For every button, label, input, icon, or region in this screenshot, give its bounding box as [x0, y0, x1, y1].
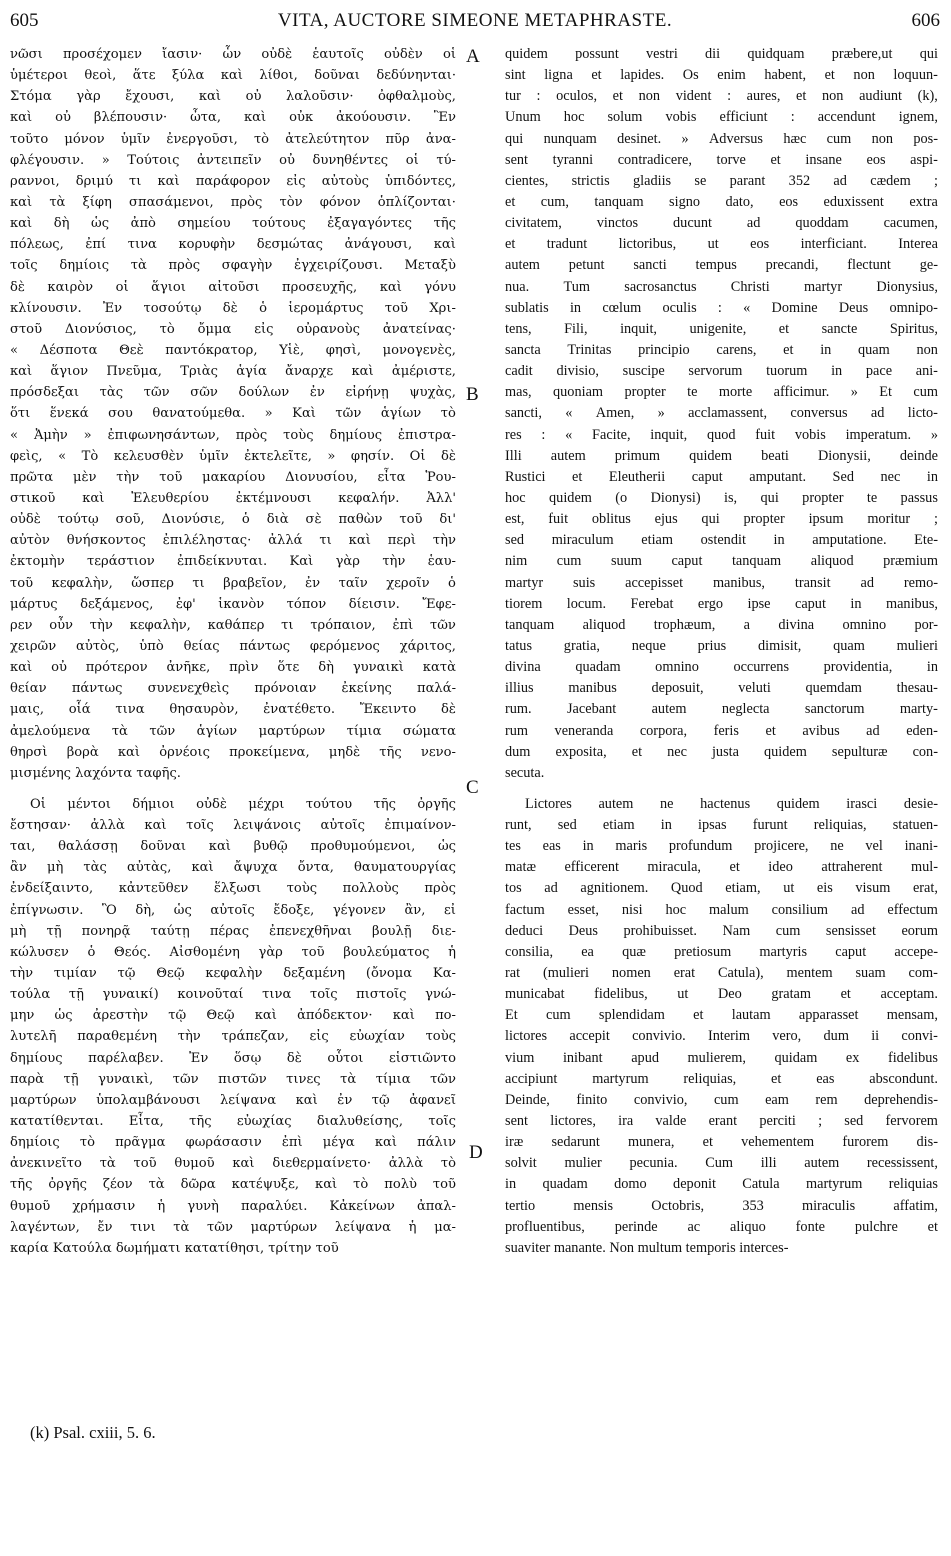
page-header — [10, 10, 940, 36]
text-line: est, fuit oblitus ejus qui propter ipsum moritur ; — [505, 511, 938, 528]
margin-letter-d: D — [469, 1142, 483, 1163]
text-line: μαρτύρων ὑπολαμβάνουσι λείψανα καὶ ἐν τῷ ἀφανεῖ — [10, 1092, 456, 1108]
text-line: λυτελῆ παραθεμένη τὴν τράπεζαν, εἰς εὐωχίαν τοὺς — [10, 1029, 456, 1045]
text-line: Deinde, finito convivio, cum eam rem deprehendis- — [505, 1091, 938, 1108]
text-line: καὶ οὐ βλέπουσιν· ὦτα, καὶ οὐκ ἀκούουσιν. Ἓν — [10, 110, 456, 126]
greek-text-column — [10, 44, 456, 1259]
text-line: Οἱ μέντοι δήμιοι οὐδὲ μέχρι τούτου τῆς ὀργῆς — [30, 796, 456, 812]
text-line: φεὶς, « Τὸ κελευσθὲν ὑμῖν ἐκτελεῖτε, » φησίν. Οἱ δὲ — [10, 448, 456, 464]
text-line: θηρσὶ βορὰ καὶ ὀρνέοις προκείμενα, μηδὲ τῆς νενο- — [10, 744, 456, 760]
text-line: deduci Deus prohibuisset. Nam cum sensisset eorum — [505, 922, 938, 939]
text-line: καρία Κατούλα δωμήματι κατατίθησι, τρίτην τοῦ — [10, 1240, 339, 1256]
text-line: ἔστησαν· ἀλλὰ καὶ τοῖς λειψάνοις αὐτοῖς ἐπιμαίνον- — [10, 818, 456, 834]
margin-letter-b: B — [466, 384, 479, 405]
text-line: ὅτι ἕνεκά σου θανατούμεθα. » Καὶ τῶν ἁγίων τὸ — [10, 406, 456, 422]
text-line: ἐκτομὴν τεράστιον ἐπιδείκνυται. Καὶ γὰρ τὴν ἑαυ- — [10, 554, 456, 570]
text-line: μὴ τῇ πονηρᾷ ταύτῃ πέρας ἐπενεχθῆναι βουλῇ διε- — [10, 923, 456, 939]
text-line: ρεν οὖν τὴν κεφαλὴν, καθάπερ τι τρόπαιον, ἐπὶ τῶν — [10, 617, 456, 633]
text-line: solvit mulier pecunia. Cum illi autem recessissent, — [505, 1155, 938, 1172]
paragraph-gap — [505, 784, 938, 794]
text-line: tos ad agnitionem. Quod etiam, ut eis visum erat, — [505, 880, 938, 897]
text-line: divina quadam omnino occurrens providentia, in — [505, 659, 938, 676]
text-line: sent tyranni contradicere, torve et insane eos aspi- — [505, 151, 938, 168]
text-line: secuta. — [505, 764, 545, 781]
text-line: tiorem locum. Ferebat ergo ipse caput in manibus, — [505, 595, 938, 612]
text-line: sed miraculum etiam ostendit in amputatione. Ete- — [505, 532, 938, 549]
text-line: et cum, tanquam signo dato, eos eduxissent extra — [505, 193, 938, 210]
text-line: accipiunt martyrum reliquias, et eas abscondunt. — [505, 1070, 938, 1087]
margin-letter-a: A — [466, 46, 480, 67]
running-title: VITA, AUCTORE SIMEONE METAPHRASTE. — [277, 10, 673, 31]
text-line: τὴν τιμίαν τῷ Θεῷ κεφαλὴν δεξαμένη (ὄνομα Κα- — [10, 966, 456, 982]
page-number-right: 606 — [911, 10, 940, 31]
text-line: μην ὡς ἀρεστὴν τῷ Θεῷ καὶ ἀπόδεκτον· καὶ πο- — [10, 1008, 456, 1024]
text-line: nim cum suum caput tanquam aliquod præmium — [505, 553, 938, 570]
text-line: sublatis in cœlum oculis : « Domine Deus omnipo- — [505, 299, 938, 316]
text-line: ὑμέτεροι θεοὶ, ἅτε ξύλα καὶ λίθοι, δοῦναι δεδύνηνται· — [10, 68, 456, 84]
text-line: iræ sedarunt munera, et vehementem furorem dis- — [505, 1134, 938, 1151]
text-line: illius manibus deposuit, veluti quemdam thesau- — [505, 680, 938, 697]
text-line: tatus gratia, neque prius dimisit, quam mulieri — [505, 637, 938, 654]
text-line: οὐδὲ τούτῳ σοῦ, Διονύσιε, ὁ διὰ σὲ παθὼν τοῦ δι' — [10, 512, 456, 528]
text-line: quidem possunt vestri dii quidquam præbere,ut qui — [505, 46, 938, 62]
text-line: tes eas in maris profundum projicere, ne vel inani- — [505, 838, 938, 855]
text-line: χειρῶν αὐτὸς, ὑπὸ θείας πάντως φερόμενος χάριτος, — [10, 638, 456, 654]
text-line: καὶ οὐ πρότερον ἀνῆκε, πρὶν ὅτε δὴ γυναικὶ κατὰ — [10, 660, 456, 676]
text-line: μισμένης λαχόντα ταφῆς. — [10, 765, 181, 781]
text-line: ραννοι, δριμύ τι καὶ παράφορον εἰς αὐτοὺς ὑπιδόντες, — [10, 173, 456, 189]
page-number-left: 605 — [10, 10, 39, 31]
text-line: ἀνεκινεῖτο τὰ τοῦ θυμοῦ καὶ διεθερμαίνετο· ἀλλὰ τὸ — [10, 1156, 456, 1172]
text-line: rum. Jacebant autem neglecta sanctorum marty- — [505, 701, 938, 718]
footnote: (k) Psal. cxiii, 5. 6. — [30, 1423, 156, 1442]
text-line: θείαν πάντως συνενεχθεὶς πρόνοιαν ἐκείνης παλά- — [10, 681, 456, 697]
text-line: κώλυσεν ὁ Θεός. Αἰσθομένη γὰρ τοῦ βουλεύματος ἡ — [10, 944, 456, 960]
text-line: res : « Facite, inquit, quod fuit vobis imperatum. » — [505, 426, 938, 443]
margin-letter-c: C — [466, 777, 479, 798]
text-line: cientes, strictis gladiis se parant 352 ad cædem ; — [505, 172, 938, 189]
text-line: καὶ δὴ ὡς ἀπὸ σημείου τούτους ἐξαγαγόντες τῆς — [10, 216, 456, 232]
text-line: « Ἀμὴν » ἐπιφωνησάντων, πρὸς τοὺς δημίους ἐπιστρα- — [10, 427, 456, 443]
text-line: cadit divisio, suscipe servorum tuorum in pace ani- — [505, 363, 938, 380]
text-line: in quadam domo deponit Catula martyrum reliquias — [505, 1176, 938, 1193]
text-line: στοῦ Διονύσιος, τὸ ὄμμα εἰς οὐρανοὺς ἀνατείνας· — [10, 321, 456, 337]
text-line: καὶ ἅγιον Πνεῦμα, Τριὰς ἁγία ἄναρχε καὶ ἀμέριστε, — [10, 364, 456, 380]
text-line: ἐπίγνωσιν. Ὃ δὴ, ὡς αὐτοῖς ἔδοξε, γέγονεν ἂν, εἰ — [10, 902, 456, 918]
text-line: δημίοις τὸ πρᾶγμα φωράσασιν ἐπὶ μέγα καὶ πάλιν — [10, 1135, 456, 1151]
text-line: κλίνουσιν. Ἐν τοσούτῳ δὲ ὁ ἱερομάρτυς τοῦ Χρι- — [10, 300, 456, 316]
text-line: tur : oculos, et non vident : aures, et non audiunt (k), — [505, 88, 938, 105]
text-line: tanquam aliquod trophæum, a divina omnino por- — [505, 616, 938, 633]
text-line: consilia, ea quæ pretiosum martyris caput accepe- — [505, 943, 938, 960]
latin-text-column — [505, 44, 938, 1259]
text-line: tertio mensis Octobris, 353 miraculis affatim, — [505, 1197, 938, 1214]
text-line: θυμοῦ χρήμασιν ἡ γυνὴ παραλύει. Κἀκείνων ἀπαλ- — [10, 1198, 456, 1214]
text-line: sancti, « Amen, » acclamassent, conversus ad licto- — [505, 405, 938, 422]
text-line: civitatem, vinctos ducunt ad quoddam cacumen, — [505, 215, 938, 232]
text-line: runt, sed etiam in ipsas furunt reliquias, statuen- — [505, 817, 938, 834]
text-line: tens, Fili, inquit, unigenite, et sancte Spiritus, — [505, 320, 938, 337]
text-line: πρῶτα μὲν τὴν τοῦ μακαρίου Διονυσίου, εἶτα Ῥου- — [10, 469, 456, 485]
paragraph-gap — [10, 784, 456, 794]
text-line: Illi autem primum quidem beati Dionysii, deinde — [505, 447, 938, 464]
text-line: qui nunquam desinet. » Adversus hæc cum non pos- — [505, 130, 938, 147]
text-line: δημίους παρέλαβεν. Ἐν ὅσῳ δὲ οὗτοι εἱστιῶντο — [10, 1050, 456, 1066]
text-line: ἀμελούμενα τὰ τῶν ἁγίων μαρτύρων τίμια σώματα — [10, 723, 456, 739]
text-line: Rustici et Eleutherii caput amputant. Sed nec in — [505, 468, 938, 485]
text-line: mas, quoniam propter te morte afficimur. » Et cum — [505, 384, 938, 401]
text-line: martyr suis accepisset manibus, transit ad remo- — [505, 574, 938, 591]
text-line: ἐνδείξαιντο, κἀντεῦθεν ἕλξωσι τοὺς πολλοὺς πρὸς — [10, 881, 456, 897]
text-line: μάρτυς δεξάμενος, ἐφ' ἱκανὸν τόπον δίεισιν. Ἔφε- — [10, 596, 456, 612]
text-line: τοῖς δημίοις τὰ πρὸς σφαγὴν ἐγχειρίζουσι. Μεταξὺ — [10, 258, 456, 274]
text-line: τοῦ κεφαλὴν, ὥσπερ τι βραβεῖον, ἐν ταῖν χεροῖν ὁ — [10, 575, 456, 591]
text-line: λαγέντων, ἔν τινι τὰ τῶν μαρτύρων λείψανα ἡ μα- — [10, 1219, 456, 1235]
text-line: municabat fidelibus, ut Deo gratam et acceptam. — [505, 986, 938, 1003]
text-line: rat (mulieri nomen erat Catula), mentem suam com- — [505, 965, 938, 982]
text-line: « Δέσποτα Θεὲ παντόκρατορ, Υἱὲ, φησὶ, μονογενὲς, — [10, 342, 456, 358]
text-line: πόλεως, ἐπί τινα κορυφὴν δεσμώτας ἀνάγουσι, καὶ — [10, 237, 456, 253]
text-line: κατατίθενται. Εἶτα, τῆς εὐωχίας διαλυθείσης, τοῖς — [10, 1114, 456, 1130]
text-line: Lictores autem ne hactenus quidem irasci desie- — [525, 795, 938, 812]
text-line: dum exposita, et nec justa quidem sepulturæ con- — [505, 743, 938, 760]
text-line: πρόσδεξαι τὰς τῶν σῶν δούλων ἐν εἰρήνῃ ψυχὰς, — [10, 385, 456, 401]
text-line: Unum hoc solum vobis efficiunt : accendunt ignem, — [505, 109, 938, 126]
text-line: autem petunt sancti tempus precandi, flectunt ge- — [505, 257, 938, 274]
text-line: τῆς ὀργῆς ζέον τὰ δῶρα κατέψυξε, καὶ τὸ πολὺ τοῦ — [10, 1177, 456, 1193]
text-line: αὐτὸν θνήσκοντος ἐπιλέληστας· ἀλλά τι καὶ περὶ τὴν — [10, 533, 456, 549]
text-line: παρὰ τῇ γυναικὶ, τῶν πιστῶν τινες τὰ τίμια τῶν — [10, 1071, 456, 1087]
text-line: μαις, οἷά τινα θησαυρὸν, ἐνατέθετο. Ἔκειντο δὲ — [10, 702, 456, 718]
text-line: ἂν μὴ τὰς αὐτὰς, καὶ ἄψυχα ὄντα, θαυματουργίας — [10, 860, 456, 876]
text-line: hoc quidem (o Dionysi) is, qui propter te passus — [505, 489, 938, 506]
text-line: δὲ καιρὸν οἱ ἅγιοι αἰτοῦσι προσευχῆς, καὶ γόνυ — [10, 279, 456, 295]
text-line: τοῦτο μόνον ὑμῖν ἐνεργοῦσι, τὸ ἀτελεύτητον πῦρ ἀνα- — [10, 131, 456, 147]
text-line: sancta Trinitas principio carens, et in quam non — [505, 341, 938, 358]
text-line: καὶ τὰ ξίφη σπασάμενοι, πρὸς τὸν φόνον ὁπλίζονται· — [10, 194, 456, 210]
text-line: φλέγουσιν. » Τούτοις ἀντειπεῖν οὐ δυνηθέντες οἱ τύ- — [10, 152, 456, 168]
text-line: Στόμα γὰρ ἔχουσι, καὶ οὐ λαλοῦσιν· ὀφθαλμοὺς, — [10, 89, 456, 105]
text-line: suaviter manante. Non multum temporis interces- — [505, 1239, 789, 1256]
text-line: lictores accepit convivio. Interim vero, dum ii convi- — [505, 1028, 938, 1045]
text-line: sint ligna et lapides. Os enim habent, et non loquun- — [505, 67, 938, 84]
text-line: sent lictores, ira valde erant perciti ; sed fervorem — [505, 1113, 938, 1130]
text-line: vium inibant apud mulierem, quidam ex fidelibus — [505, 1049, 938, 1066]
text-line: στικοῦ καὶ Ἐλευθερίου ἐκτέμνουσι κεφαλήν. Ἀλλ' — [10, 490, 456, 506]
text-line: ται, θαλάσσῃ δοῦναι καὶ βυθῷ προθυμούμενοι, ὡς — [10, 839, 456, 855]
text-line: rum veneranda corpora, feris et avibus ad eden- — [505, 722, 938, 739]
text-line: τούλα τῇ γυναικί) κοινοῦταί τινα τοῖς πιστοῖς γνώ- — [10, 987, 456, 1003]
text-line: Et cum splendidam et lautam apparasset mensam, — [505, 1007, 938, 1024]
text-line: matæ efficerent miracula, et ideo attraherent mul- — [505, 859, 938, 876]
text-line: profluentibus, perinde ac aliquo fonte pulchre et — [505, 1218, 938, 1235]
text-line: nua. Tum sacrosanctus Christi martyr Dionysius, — [505, 278, 938, 295]
text-line: factum esset, nisi hoc malum consilium ad effectum — [505, 901, 938, 918]
text-line: νῶσι προσέχομεν ἴασιν· ὧν οὐδὲ ἑαυτοῖς οὐδὲν οἱ — [10, 47, 456, 62]
text-line: et tradunt lictoribus, ut eos interficiant. Interea — [505, 236, 938, 253]
